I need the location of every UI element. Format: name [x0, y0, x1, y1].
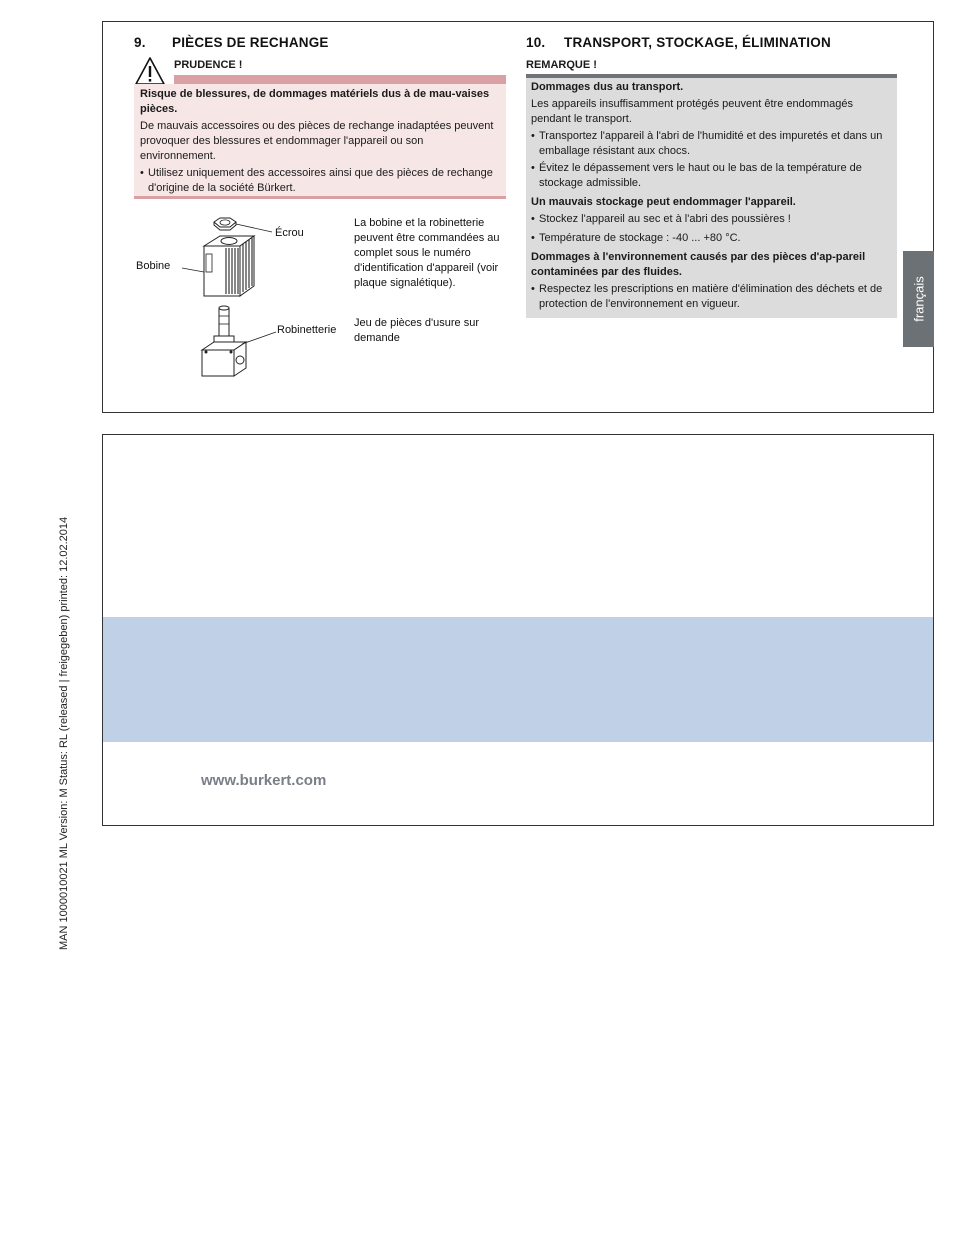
language-tab: [903, 251, 934, 347]
section-10-number: 10.: [526, 35, 546, 50]
caution-box: [134, 84, 506, 199]
storage-bullet: • Température de stockage : -40 ... +80 °C.: [531, 231, 891, 246]
document-version-footer: MAN 1000010021 ML Version: M Status: RL (released | freigegeben) printed: 12.02.2014: [58, 516, 70, 950]
section-10-heading: [526, 35, 831, 50]
language-tab-label: français: [911, 276, 926, 322]
caution-bullet: • Utilisez uniquement des accessoires ainsi que des pièces de rechange d'origine de la société Bürkert.: [140, 166, 500, 196]
figure-label-coil: Bobine: [136, 260, 171, 272]
environment-heading: Dommages à l'environnement causés par des pièces d'ap-pareil contaminées par des fluides.: [531, 251, 866, 278]
section-10-title: TRANSPORT, STOCKAGE, ÉLIMINATION: [564, 35, 831, 50]
figure-order-note: La bobine et la robinetterie peuvent être commandées au complet sous le numéro d'identification d'appareil (voir plaque signalétique).: [354, 217, 500, 289]
figure-wear-parts-note: Jeu de pièces d'usure sur demande: [354, 317, 480, 344]
caution-bar: [174, 75, 506, 84]
blue-band: [103, 617, 933, 742]
transport-text: Les appareils insuffisamment protégés peuvent être endommagés pendant le transport.: [531, 98, 854, 125]
transport-bullet: • Évitez le dépassement vers le haut ou le bas de la température de stockage admissible.: [531, 161, 891, 191]
valve-body-illustration: [202, 342, 246, 376]
storage-bullet: • Stockez l'appareil au sec et à l'abri des poussières !: [531, 212, 891, 227]
coil-illustration: [204, 236, 254, 296]
section-9-number: 9.: [134, 35, 146, 50]
website-link[interactable]: www.burkert.com: [201, 772, 327, 789]
figure-label-valve: Robinetterie: [277, 324, 337, 336]
armature-tube-illustration: [214, 306, 234, 342]
note-label: REMARQUE !: [526, 59, 597, 71]
section-9-heading: [134, 35, 329, 50]
caution-label: PRUDENCE !: [174, 59, 243, 71]
figure-label-nut: Écrou: [275, 227, 304, 239]
caution-bold-text: Risque de blessures, de dommages matériels dus à de mau-vaises pièces.: [140, 88, 490, 115]
section-9-title: PIÈCES DE RECHANGE: [172, 35, 329, 50]
spare-parts-figure: [176, 212, 286, 382]
environment-bullet: • Respectez les prescriptions en matière d'élimination des déchets et de protection de l'environnement en vigueur.: [531, 282, 891, 312]
bottom-page-frame: [102, 434, 934, 826]
transport-bullet: • Transportez l'appareil à l'abri de l'humidité et des impuretés et dans un emballage résistant aux chocs.: [531, 129, 891, 159]
nut-illustration: [214, 218, 236, 230]
caution-text: De mauvais accessoires ou des pièces de rechange inadaptées peuvent provoquer des blessures et endommager l'appareil ou son environnement.: [140, 120, 494, 162]
warning-triangle-icon: [134, 56, 166, 86]
transport-heading: Dommages dus au transport.: [531, 81, 684, 93]
storage-heading: Un mauvais stockage peut endommager l'appareil.: [531, 196, 796, 208]
note-box: [526, 78, 897, 318]
